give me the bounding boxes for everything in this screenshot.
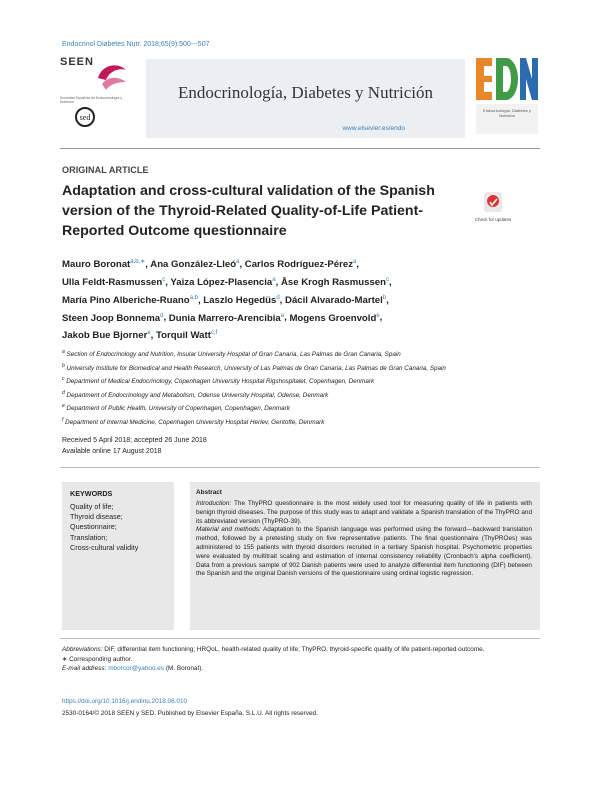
article-title: Adaptation and cross-cultural validation of the Spanish version of the Thyroid-Related Quality-of-Life Patient-Reported Outcome questionnaire — [62, 183, 435, 239]
keyword-item: Cross-cultural validity — [70, 542, 139, 552]
seen-label: SEEN — [60, 56, 94, 68]
seen-small-text: Sociedad Española de Endocrinología y Nutrición — [60, 96, 123, 104]
author[interactable]: Ulla Feldt-Rasmussen$^c$ — [62, 276, 166, 288]
abstract-divider — [60, 638, 540, 639]
seen-emblem-icon — [92, 56, 132, 96]
header-divider — [60, 148, 540, 149]
journal-banner — [146, 59, 465, 138]
affiliation-item: $^e$ Department of Public Health, University of Copenhagen, Copenhagen, Denmark — [62, 403, 290, 413]
email-note: E-mail address: mborcor@yahoo.es (M. Boronat). — [62, 665, 204, 672]
keywords-heading: KEYWORDS — [70, 489, 113, 498]
keywords-box — [62, 482, 174, 630]
author[interactable]: Steen Joop Bonnema$^d$ — [62, 312, 164, 324]
edn-small-text: Endocrinología, Diabetes y Nutrición — [483, 108, 531, 118]
author[interactable]: Torquil Watt$^{c,f}$ — [156, 330, 218, 342]
keyword-item: Questionnaire; — [70, 522, 117, 532]
abstract-box — [190, 482, 540, 630]
author[interactable]: Yaiza López-Plasencia$^a$ — [170, 276, 276, 288]
abstract-body — [196, 500, 532, 579]
received-date: Received 5 April 2018; accepted 26 June 2018 — [62, 437, 207, 444]
affiliation-item: $^f$ Department of Internal Medicine, Copenhagen University Hospital Herlev, Gentofte, Denmark — [62, 416, 325, 426]
author[interactable]: Mauro Boronat$^{a,b,∗}$ — [62, 259, 146, 271]
dates-divider — [60, 467, 540, 468]
author[interactable]: Dácil Alvarado-Martel$^b$ — [285, 294, 387, 306]
footnotes — [62, 645, 542, 674]
author[interactable]: Mogens Groenvold$^e$ — [289, 312, 380, 324]
online-date: Available online 17 August 2018 — [62, 447, 162, 455]
author-list: Mauro Boronat$^{a,b,∗}$, Ana González-Lleó$^a$, Carlos Rodríguez-Pérez$^a$, Ulla Feldt-Rasmussen$^c$, Yaiza López-Plasencia$^a$, Åse Krogh Rasmussen$^c$, María Pino Alberiche-Ruano$^{a,b}$, Laszlo Hegedüs$^d$, Dácil Alvarado-Martel$^b$, Steen Joop Bonnema$^d$, Dunia Marrero-Arencibia$^a$, Mogens Groenvold$^e$, Jakob Bue Bjorner$^e$, Torquil Watt$^{c,f}$ — [62, 259, 392, 342]
abstract-intro-text: The ThyPRO questionnaire is the most widely used tool for measuring quality of life in patients with benign thyroid diseases. The purpose of this study was to adapt and validate a Spanish translation of the ThyPRO and its abbreviated version (ThyPRO-39). — [196, 500, 532, 525]
author[interactable]: María Pino Alberiche-Ruano$^{a,b}$ — [62, 294, 198, 306]
edn-letters-icon — [474, 56, 540, 138]
article-dates — [62, 436, 207, 457]
edn-logo — [474, 56, 540, 138]
doi-link[interactable]: https://doi.org/10.1016/j.endinu.2018.06.010 — [62, 698, 188, 705]
keyword-item: Thyroid disease; — [70, 512, 123, 522]
abstract-methods-text: Adaptation to the Spanish language was performed using the forward---backward translation method, followed by a pretesting study on five representative patients. The final questionnaire (ThyPROes) was administered to 155 patients with thyroid disorders recruited in a tertiary Spanish hospital. Psychometric properties were evaluated by multitrait scaling and estimation of internal consistency reliability (Cronbach's alpha coefficient). Data from a previous sample of 902 Danish patients were used to analyze differential item functioning (DIF) between the Spanish and the original Danish versions of the questionnaire using ordinal logistic regression. — [196, 526, 532, 578]
affiliation-list — [62, 347, 542, 428]
abstract-methods-label: Material and methods: — [196, 526, 261, 534]
author[interactable]: Dunia Marrero-Arencibia$^a$ — [168, 312, 285, 324]
affiliation-item: $^d$ Department of Endocrinology and Metabolism, Odense University Hospital, Odense, Denmark — [62, 389, 329, 399]
crossmark-icon — [484, 192, 502, 212]
sed-logo-icon — [70, 106, 100, 134]
corresponding-note: ∗ Corresponding author. — [62, 655, 133, 663]
svg-text:sed: sed — [79, 113, 91, 122]
affiliation-item: $^a$ Section of Endocrinology and Nutrition, Insular University Hospital of Gran Canaria, Las Palmas de Gran Canaria, Spain — [62, 349, 401, 359]
author[interactable]: Åse Krogh Rasmussen$^c$ — [280, 276, 389, 288]
author[interactable]: Carlos Rodríguez-Pérez$^a$ — [244, 259, 357, 271]
abstract-heading: Abstract — [196, 489, 222, 496]
email-link[interactable]: mborcor@yahoo.es — [108, 665, 165, 672]
copyright-line: 2530-0164/© 2018 SEEN y SED. Published by Elsevier España, S.L.U. All rights reserved. — [62, 710, 318, 717]
keyword-item: Translation; — [70, 532, 108, 542]
article-type-label: ORIGINAL ARTICLE — [62, 165, 149, 175]
crossmark-label: Check for updates — [474, 217, 512, 222]
affiliation-item: $^b$ University Institute for Biomedical and Health Research, University of Las Palmas de Gran Canaria, Las Palmas de Gran Canaria, Spain — [62, 362, 446, 372]
abbreviations-note: Abbreviations: DIF, differential item functioning; HRQoL, health-related quality of life; ThyPRO, thyroid-specific quality of life patient-reported outcome. — [62, 646, 485, 653]
keywords-list — [70, 502, 138, 553]
abstract-intro-label: Introduction: — [196, 500, 232, 507]
affiliation-item: $^c$ Department of Medical Endocrinology, Copenhagen University Hospital Rigshospitalet, Copenhagen, Denmark — [62, 376, 375, 386]
journal-url-link[interactable]: www.elsevier.es/endo — [342, 125, 405, 132]
keyword-item: Quality of life; — [70, 502, 114, 511]
journal-citation: Endocrinol Diabetes Nutr. 2018;65(9):500---507 — [62, 41, 210, 48]
author[interactable]: Ana González-Lleó$^a$ — [150, 259, 240, 271]
seen-logo — [60, 56, 132, 138]
author[interactable]: Laszlo Hegedüs$^d$ — [203, 294, 280, 306]
author[interactable]: Jakob Bue Bjorner$^e$ — [62, 330, 151, 342]
journal-title: Endocrinología, Diabetes y Nutrición — [178, 83, 433, 102]
check-for-updates-badge[interactable] — [474, 192, 512, 222]
